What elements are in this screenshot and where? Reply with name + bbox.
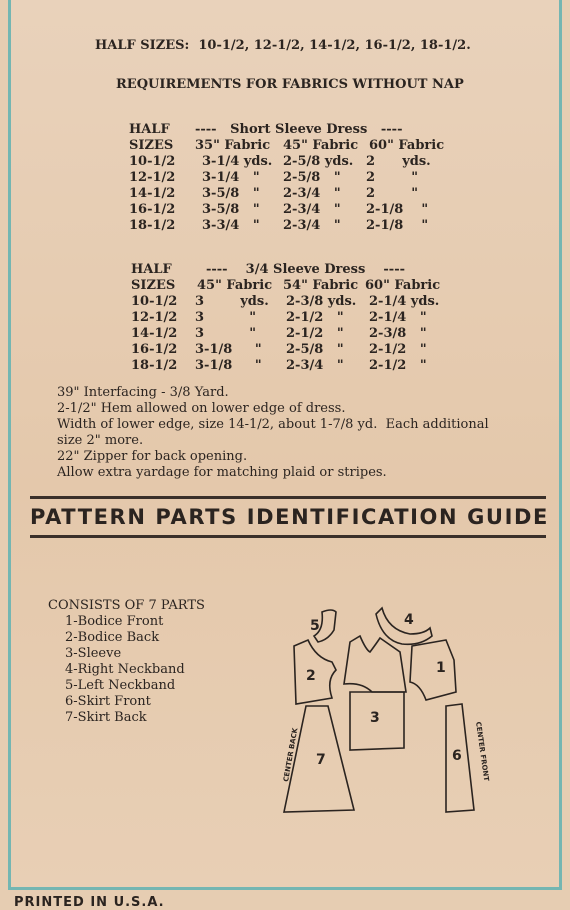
- size-cell: 12-1/2: [131, 310, 178, 325]
- value-cell: 2-5/8 ": [283, 170, 341, 185]
- value-cell: 2-3/4 ": [286, 358, 344, 373]
- column-header: 35" Fabric: [195, 138, 271, 153]
- note-plaid: Allow extra yardage for matching plaid or stripes.: [57, 465, 387, 480]
- value-cell: 2 yds.: [366, 154, 431, 169]
- value-cell: 2-1/2 ": [286, 310, 344, 325]
- center-back-label: CENTER BACK: [282, 727, 300, 783]
- list-item: 1-Bodice Front: [65, 614, 164, 629]
- note-lower-edge: Width of lower edge, size 14-1/2, about 1-7/8 yd. Each additional: [57, 417, 489, 432]
- list-item: 4-Right Neckband: [65, 662, 185, 677]
- value-cell: 2-3/4 ": [283, 202, 341, 217]
- value-cell: 2-1/2 ": [369, 342, 427, 357]
- divider-bottom: [30, 535, 546, 538]
- size-cell: 10-1/2: [131, 294, 178, 309]
- half-sizes-line: HALF SIZES: 10-1/2, 12-1/2, 14-1/2, 16-1/2, 18-1/2.: [95, 38, 471, 53]
- size-cell: 18-1/2: [131, 358, 178, 373]
- table-header-row: [129, 122, 469, 138]
- column-header: 45" Fabric: [197, 278, 273, 293]
- value-cell: 2-5/8 ": [286, 342, 344, 357]
- column-header: 60" Fabric: [369, 138, 445, 153]
- value-cell: 3-1/4 yds.: [202, 154, 273, 169]
- short-sleeve-table: [129, 122, 469, 234]
- value-cell: 2-3/8 yds.: [286, 294, 357, 309]
- value-cell: 3-1/4 ": [202, 170, 260, 185]
- table-row: [131, 310, 461, 326]
- header-title: ---- Short Sleeve Dress ----: [195, 122, 403, 137]
- header-sizes: SIZES: [129, 138, 174, 153]
- printed-in-usa: PRINTED IN U.S.A.: [14, 895, 165, 910]
- piece-5-label: 5: [310, 618, 320, 634]
- table-row: [129, 186, 469, 202]
- table-row: [131, 294, 461, 310]
- value-cell: 3-5/8 ": [202, 186, 260, 201]
- divider-top: [30, 496, 546, 499]
- value-cell: 3 ": [195, 326, 257, 341]
- value-cell: 2 ": [366, 170, 419, 185]
- table-row: [131, 358, 461, 374]
- value-cell: 2-1/2 ": [369, 358, 427, 373]
- piece-2-label: 2: [306, 668, 316, 684]
- value-cell: 3 ": [195, 310, 257, 325]
- table-row: [129, 154, 469, 170]
- value-cell: 2-1/8 ": [366, 202, 429, 217]
- value-cell: 2 ": [366, 186, 419, 201]
- center-front-label: CENTER FRONT: [474, 721, 491, 782]
- value-cell: 2-1/4 yds.: [369, 294, 440, 309]
- value-cell: 2-3/4 ": [283, 186, 341, 201]
- value-cell: 3-1/8 ": [195, 358, 262, 373]
- value-cell: 3-3/4 ": [202, 218, 260, 233]
- table-row: [131, 326, 461, 342]
- note-hem: 2-1/2" Hem allowed on lower edge of dress.: [57, 401, 346, 416]
- value-cell: 3 yds.: [195, 294, 269, 309]
- table-row: [129, 202, 469, 218]
- value-cell: 2-1/2 ": [286, 326, 344, 341]
- note-zipper: 22" Zipper for back opening.: [57, 449, 248, 464]
- column-header: 45" Fabric: [283, 138, 359, 153]
- table-row: [129, 170, 469, 186]
- header-half: HALF: [131, 262, 172, 277]
- size-cell: 16-1/2: [129, 202, 176, 217]
- sleeve-top-shape: [344, 636, 406, 692]
- list-item: 3-Sleeve: [65, 646, 122, 661]
- list-item: 6-Skirt Front: [65, 694, 151, 709]
- column-header: 54" Fabric: [283, 278, 359, 293]
- three-quarter-sleeve-table: [131, 262, 461, 374]
- size-cell: 10-1/2: [129, 154, 176, 169]
- parts-heading: CONSISTS OF 7 PARTS: [48, 598, 205, 613]
- size-cell: 14-1/2: [129, 186, 176, 201]
- table-subheader-row: [131, 278, 461, 294]
- note-interfacing: 39" Interfacing - 3/8 Yard.: [57, 385, 229, 400]
- value-cell: 2-5/8 yds.: [283, 154, 354, 169]
- column-header: 60" Fabric: [365, 278, 441, 293]
- header-sizes: SIZES: [131, 278, 176, 293]
- pattern-pieces-diagram: [270, 600, 500, 820]
- value-cell: 2-1/8 ": [366, 218, 429, 233]
- header-half: HALF: [129, 122, 170, 137]
- table-row: [131, 342, 461, 358]
- size-cell: 16-1/2: [131, 342, 178, 357]
- piece-7-label: 7: [316, 752, 326, 768]
- table-header-row: [131, 262, 461, 278]
- size-cell: 12-1/2: [129, 170, 176, 185]
- piece-4-label: 4: [404, 612, 414, 628]
- note-additional-size: size 2" more.: [57, 433, 144, 448]
- parts-list: [48, 598, 205, 726]
- list-item: 7-Skirt Back: [65, 710, 147, 725]
- table-row: [129, 218, 469, 234]
- value-cell: 2-1/4 ": [369, 310, 427, 325]
- table-subheader-row: [129, 138, 469, 154]
- size-cell: 18-1/2: [129, 218, 176, 233]
- piece-1-shape: [410, 640, 456, 700]
- piece-3-label: 3: [370, 710, 380, 726]
- list-item: 2-Bodice Back: [65, 630, 160, 645]
- value-cell: 2-3/4 ": [283, 218, 341, 233]
- requirements-title: REQUIREMENTS FOR FABRICS WITHOUT NAP: [116, 77, 464, 92]
- value-cell: 3-1/8 ": [195, 342, 262, 357]
- header-title: ---- 3/4 Sleeve Dress ----: [206, 262, 405, 277]
- value-cell: 2-3/8 ": [369, 326, 427, 341]
- value-cell: 3-5/8 ": [202, 202, 260, 217]
- guide-title: PATTERN PARTS IDENTIFICATION GUIDE: [30, 505, 549, 529]
- list-item: 5-Left Neckband: [65, 678, 176, 693]
- piece-1-label: 1: [436, 660, 446, 676]
- size-cell: 14-1/2: [131, 326, 178, 341]
- piece-6-label: 6: [452, 748, 462, 764]
